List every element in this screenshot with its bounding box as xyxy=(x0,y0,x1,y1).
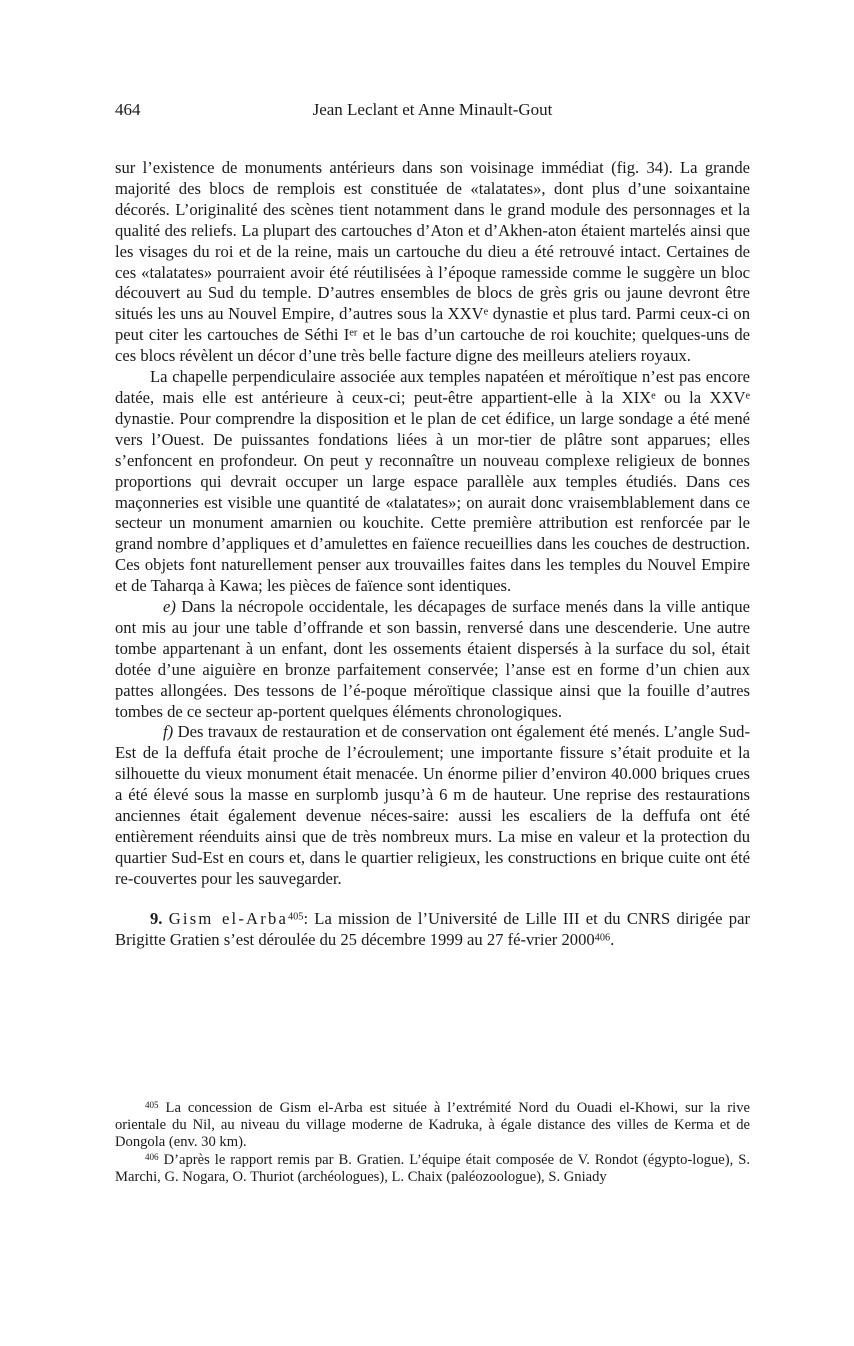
footnote-ref[interactable]: 405 xyxy=(288,911,304,923)
paragraph-text: dynastie et plus tard. Parmi ceux-ci on peut citer les cartouches de Séthi I xyxy=(115,304,750,345)
page-number: 464 xyxy=(115,100,141,119)
paragraph-1 xyxy=(115,158,750,367)
section-number: 9. xyxy=(150,908,163,928)
paragraph-text: dynastie. Pour comprendre la disposition et le plan de cet édifice, un large sondage a été mené vers l’Ouest. De puissantes fondations liées à un mor-tier de plâtre sont apparues; elles s’enfoncent en profondeur. On peut y reconnaître un nouveau complexe religieux de bonnes proportions qui devrait occuper un large espace parallèle aux temples étudiés. Dans ces maçonneries est visible une quantité de «talatates»; on aurait donc vraisemblablement dans ce secteur un monument amarnien ou kouchite. Cette première attribution est renforcée par le grand nombre d’appliques et d’amulettes en faïence recueillies dans les couches de destruction. Ces objets font naturellement penser aux trouvailles faites dans les temples du Nouvel Empire et de Taharqa à Kawa; les pièces de faïence sont identiques. xyxy=(115,408,750,596)
superscript: er xyxy=(349,327,358,339)
footnote-405 xyxy=(115,1100,750,1152)
paragraph-text: . xyxy=(610,929,615,949)
paragraph-text: ou la XXV xyxy=(655,387,746,407)
paragraph-f xyxy=(115,722,750,889)
body-text xyxy=(115,158,750,951)
footnote-number: 405 xyxy=(145,1099,159,1110)
running-head: Jean Leclant et Anne Minault-Gout xyxy=(312,100,553,119)
paragraph-2 xyxy=(115,367,750,597)
paragraph-text: Des travaux de restauration et de conservation ont également été menés. L’angle Sud-Est de la deffufa était proche de l’écroulement; une importante fissure s’était produite et la silhouette du vieux monument était menacée. Un énorme pilier d’environ 40.000 briques crues a été élevé sous la masse en surplomb jusqu’à 6 m de hauteur. Une reprise des restaurations anciennes était également devenue néces-saire: aussi les escaliers de la deffufa ont été entièrement réenduits ainsi que de très nombreux murs. La mise en valeur et la protection du quartier Sud-Est en cours et, dans le quartier religieux, les constructions en brique cuite ont été re-couvertes pour les sauvegarder. xyxy=(115,722,750,888)
item-label: e) xyxy=(163,597,176,617)
superscript: e xyxy=(483,306,489,318)
superscript: e xyxy=(651,390,656,402)
footnote-ref[interactable]: 406 xyxy=(594,932,611,943)
superscript: e xyxy=(745,390,751,402)
footnotes xyxy=(115,1100,750,1186)
paragraph-text: : La mission de l’Université de Lille III et du CNRS dirigée par Brigitte Gratien s’est déroulée du 25 décembre 1999 au 27 fé-vrier 2000 xyxy=(115,908,750,949)
section-9-paragraph xyxy=(115,909,750,951)
footnote-text: La concession de Gism el-Arba est située à l’extrémité Nord du Ouadi el-Khowi, sur la rive orientale du Nil, au niveau du village moderne de Kadruka, à égale distance des villes de Kerma et de Dongola (env. 30 km). xyxy=(115,1100,750,1151)
item-label: f) xyxy=(163,722,174,742)
section-title: Gism el-Arba xyxy=(168,908,289,928)
paragraph-text: sur l’existence de monuments antérieurs dans son voisinage immédiat (fig. 34). La grande majorité des blocs de remplois est constituée de «talatates», dont plus d’une soixantaine décorés. L’originalité des scènes tient notamment dans le grand module des personnages et la qualité des reliefs. La plupart des cartouches d’Aton et d’Akhen-aton étaient martelés ainsi que les visages du roi et de la reine, mais un cartouche du dieu a été retrouvé intact. Certaines de ces «talatates» pourraient avoir été réutilisées à l’époque ramesside comme le suggère un bloc découvert au Sud du temple. D’autres ensembles de blocs de grès gris ou jaune devront être situés les uns au Nouvel Empire, d’autres sous la XXV xyxy=(115,158,750,324)
paragraph-e xyxy=(115,597,750,722)
page-header xyxy=(115,100,750,126)
paragraph-text: La chapelle perpendiculaire associée aux temples napatéen et méroïtique n’est pas encore datée, mais elle est antérieure à ceux-ci; peut-être appartient-elle à la XIX xyxy=(115,367,750,407)
footnote-number: 406 xyxy=(145,1151,159,1162)
paragraph-text: et le bas d’un cartouche de roi kouchite; quelques-uns de ces blocs révèlent un décor d’une très belle facture digne des meilleurs ateliers royaux. xyxy=(115,325,750,366)
footnote-text: D’après le rapport remis par B. Gratien. L’équipe était composée de V. Rondot (égypto-logue), S. Marchi, G. Nogara, O. Thuriot (archéologues), L. Chaix (paléozoologue), S. Gniady xyxy=(115,1151,750,1185)
paragraph-text: Dans la nécropole occidentale, les décapages de surface menés dans la ville antique ont mis au jour une table d’offrande et son bassin, renversé dans une descenderie. Une autre tombe appartenant à un enfant, dont les ossements étaient dispersés à la surface du sol, était dotée d’une aiguière en bronze parfaitement conservée; l’anse est en forme d’un chien aux pattes allongées. Des tessons de l’é-poque méroïtique classique ainsi que la fouille d’autres tombes de ce secteur ap-portent quelques éléments chronologiques. xyxy=(115,597,750,721)
footnote-406 xyxy=(115,1152,750,1186)
